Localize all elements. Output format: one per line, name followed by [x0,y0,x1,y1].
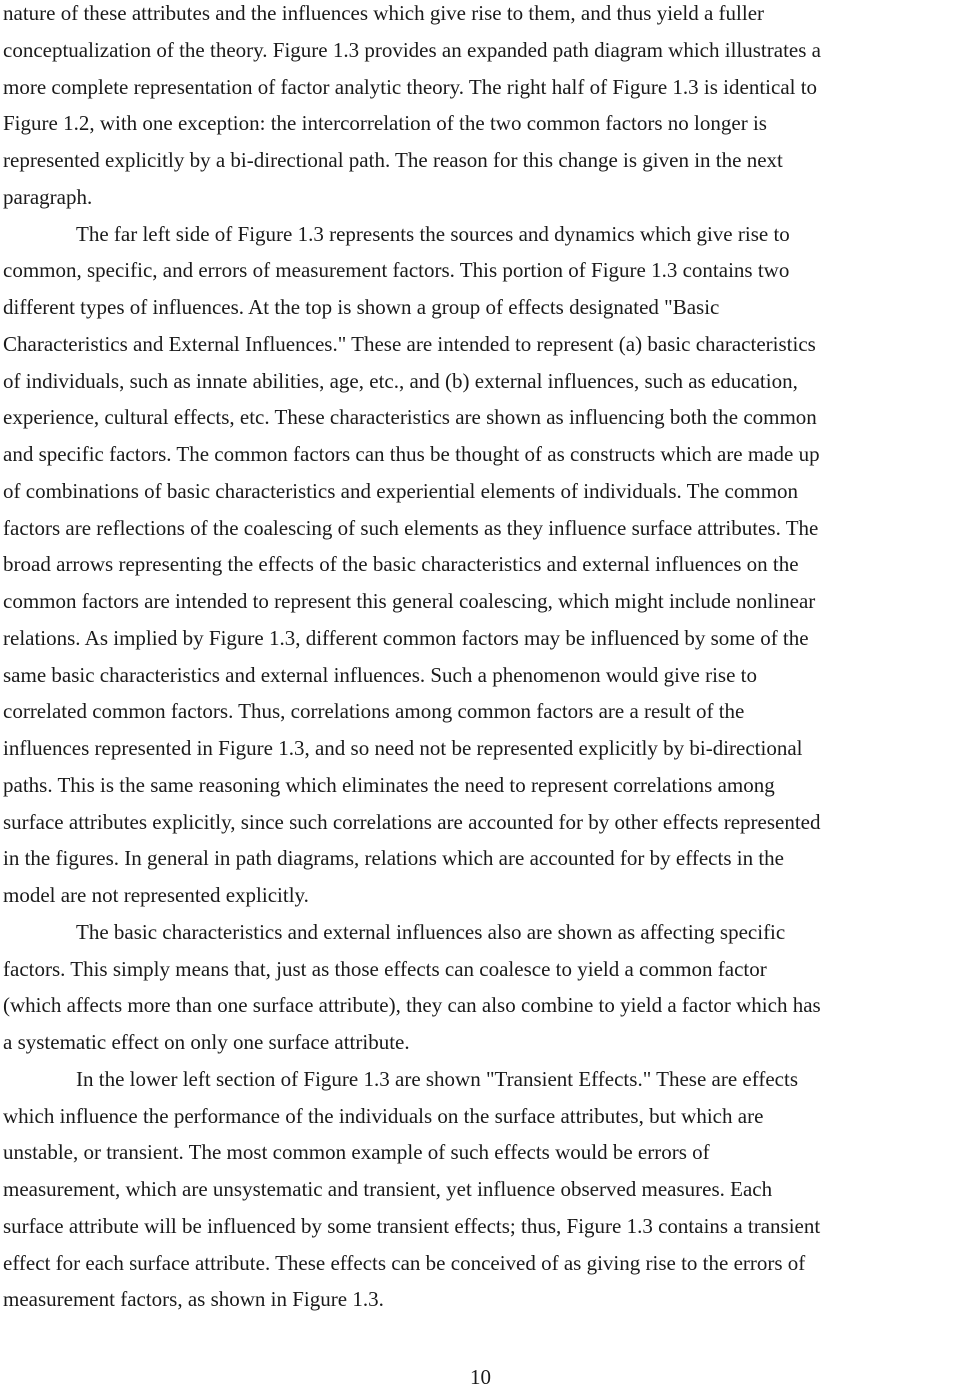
text-line: measurement, which are unsystematic and transient, yet influence observed measures. Each [3,1177,773,1201]
text-line: experience, cultural effects, etc. These characteristics are shown as influencing both the common [3,405,817,430]
text-line: more complete representation of factor analytic theory. The right half of Figure 1.3 is identical to [3,74,818,99]
text-line: paths. This is the same reasoning which eliminates the need to represent correlations among [3,772,775,797]
text-line: measurement factors, as shown in Figure 1.3. [3,1287,384,1312]
text-line: which influence the performance of the individuals on the surface attributes, but which are [3,1103,764,1128]
text-line: common, specific, and errors of measurement factors. This portion of Figure 1.3 contains two [3,258,790,283]
text-line: factors are reflections of the coalescing of such elements as they influence surface attributes. The [3,515,819,540]
text-line: represented explicitly by a bi-directional path. The reason for this change is given in the next [3,148,783,172]
text-line: surface attributes explicitly, since such correlations are accounted for by other effects represented [3,809,821,834]
text-line: (which affects more than one surface attribute), they can also combine to yield a factor which has [3,993,821,1018]
text-line: different types of influences. At the top is shown a group of effects designated "Basic [3,295,720,319]
text-line: influences represented in Figure 1.3, and so need not be represented explicitly by bi-directional [3,736,803,760]
text-line: in the figures. In general in path diagrams, relations which are accounted for by effects in the [3,846,784,871]
text-line: correlated common factors. Thus, correlations among common factors are a result of the [3,699,745,724]
text-line: relations. As implied by Figure 1.3, different common factors may be influenced by some of the [3,625,809,650]
text-line: Figure 1.2, with one exception: the intercorrelation of the two common factors no longer is [3,111,767,136]
text-line: paragraph. [3,184,93,209]
text-line: nature of these attributes and the influences which give rise to them, and thus yield a fuller [3,1,765,25]
text-line: same basic characteristics and external influences. Such a phenomenon would give rise to [3,662,757,687]
text-line: factors. This simply means that, just as those effects can coalesce to yield a common factor [3,956,767,981]
text-line: a systematic effect on only one surface attribute. [3,1030,410,1054]
text-line: In the lower left section of Figure 1.3 are shown "Transient Effects." These are effects [76,1066,798,1091]
document-page [3,0,958,1389]
text-line: model are not represented explicitly. [3,883,309,907]
page-number: 10 [470,1365,491,1389]
text-line: common factors are intended to represent this general coalescing, which might include nonlinear [3,589,816,613]
text-line: Characteristics and External Influences." These are intended to represent (a) basic characteristics [3,331,816,356]
text-line: The basic characteristics and external influences also are shown as affecting specific [76,919,786,944]
text-line: surface attribute will be influenced by some transient effects; thus, Figure 1.3 contains a transient [3,1213,821,1238]
text-line: unstable, or transient. The most common example of such effects would be errors of [3,1140,710,1165]
text-line: broad arrows representing the effects of the basic characteristics and external influences on the [3,552,799,577]
text-line: of individuals, such as innate abilities, age, etc., and (b) external influences, such as education, [3,368,798,393]
text-line: The far left side of Figure 1.3 represents the sources and dynamics which give rise to [76,221,790,246]
text-line: and specific factors. The common factors can thus be thought of as constructs which are made up [3,442,820,466]
text-line: effect for each surface attribute. These effects can be conceived of as giving rise to the errors of [3,1250,806,1275]
text-line: conceptualization of the theory. Figure 1.3 provides an expanded path diagram which illustrates a [3,37,821,62]
text-line: of combinations of basic characteristics and experiential elements of individuals. The common [3,478,799,503]
